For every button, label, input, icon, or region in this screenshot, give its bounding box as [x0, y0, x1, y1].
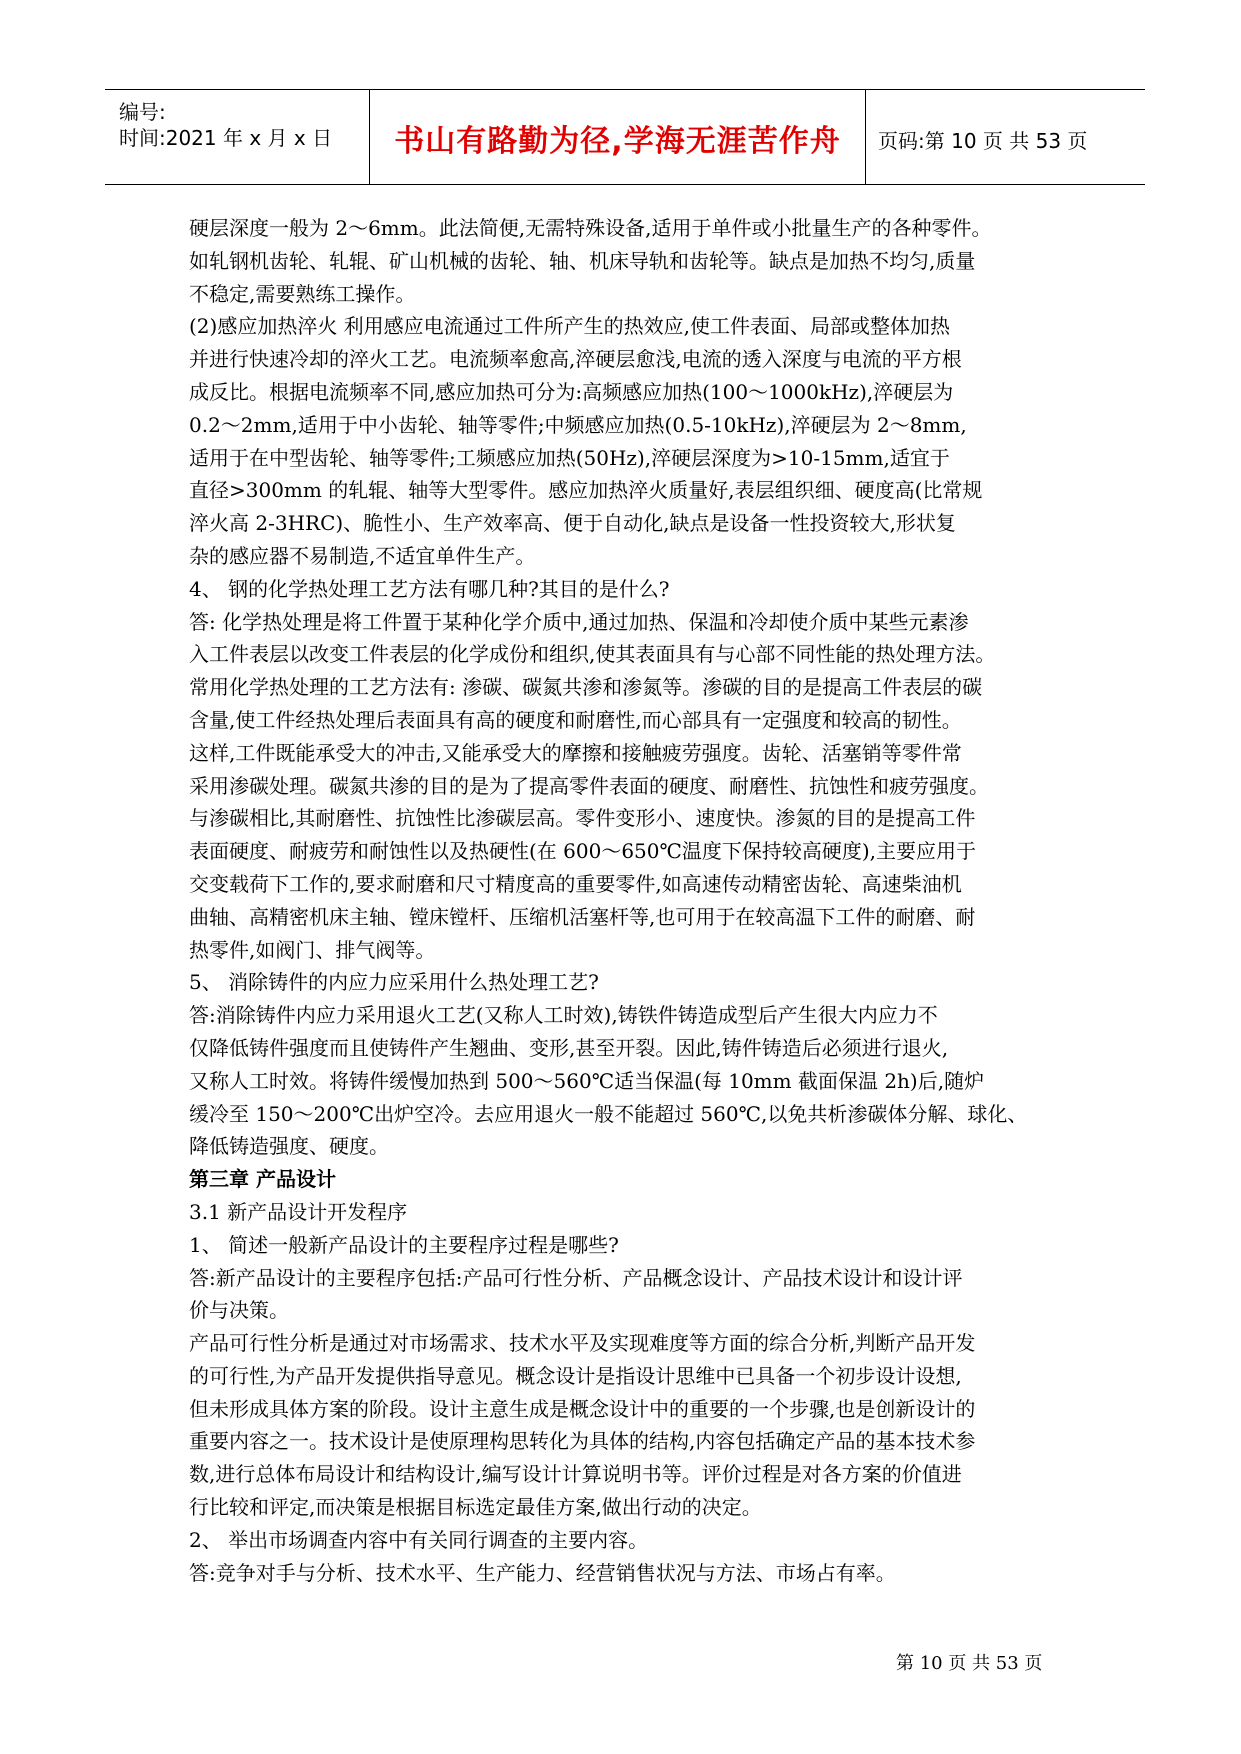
document-body [189, 212, 1089, 1589]
body-line: 答:消除铸件内应力采用退火工艺(又称人工时效),铸铁件铸造成型后产生很大内应力不 [189, 1003, 938, 1028]
body-line: 并进行快速冷却的淬火工艺。电流频率愈高,淬硬层愈浅,电流的透入深度与电流的平方根 [189, 347, 962, 372]
body-line: 这样,工件既能承受大的冲击,又能承受大的摩擦和接触疲劳强度。齿轮、活塞销等零件常 [189, 740, 962, 765]
header-motto-cell [369, 90, 866, 184]
body-line: 热零件,如阀门、排气阀等。 [189, 937, 436, 962]
body-line: 与渗碳相比,其耐磨性、抗蚀性比渗碳层高。零件变形小、速度快。渗氮的目的是提高工件 [189, 806, 976, 831]
body-line: 重要内容之一。技术设计是使原理构思转化为具体的结构,内容包括确定产品的基本技术参 [189, 1429, 976, 1454]
body-line: 硬层深度一般为 2～6mm。此法简便,无需特殊设备,适用于单件或小批量生产的各种零件。 [189, 216, 992, 240]
body-line: 仅降低铸件强度而且使铸件产生翘曲、变形,甚至开裂。因此,铸件铸造后必须进行退火, [189, 1035, 949, 1060]
body-line: 直径>300mm 的轧辊、轴等大型零件。感应加热淬火质量好,表层组织细、硬度高(比常规 [189, 478, 983, 503]
body-line: 淬火高 2-3HRC)、脆性小、生产效率高、便于自动化,缺点是设备一性投资较大,形状复 [189, 511, 956, 536]
body-line: 成反比。根据电流频率不同,感应加热可分为:高频感应加热(100～1000kHz),淬硬层为 [189, 379, 954, 404]
body-line: 行比较和评定,而决策是根据目标选定最佳方案,做出行动的决定。 [189, 1495, 762, 1520]
body-line: 价与决策。 [189, 1298, 289, 1323]
body-line: 答: 化学热处理是将工件置于某种化学介质中,通过加热、保温和冷却使介质中某些元素渗 [189, 609, 969, 634]
body-line: 表面硬度、耐疲劳和耐蚀性以及热硬性(在 600～650℃温度下保持较高硬度),主要应用于 [189, 839, 977, 864]
body-line: 数,进行总体布局设计和结构设计,编写设计计算说明书等。评价过程是对各方案的价值进 [189, 1462, 962, 1487]
body-line: 产品可行性分析是通过对市场需求、技术水平及实现难度等方面的综合分析,判断产品开发 [189, 1331, 976, 1356]
body-line: 含量,使工件经热处理后表面具有高的硬度和耐磨性,而心部具有一定强度和较高的韧性。 [189, 707, 962, 732]
section-heading: 3.1 新产品设计开发程序 [189, 1199, 408, 1224]
body-line: 入工件表层以改变工件表层的化学成份和组织,使其表面具有与心部不同性能的热处理方法。 [189, 642, 996, 667]
body-line: 常用化学热处理的工艺方法有: 渗碳、碳氮共渗和渗氮等。渗碳的目的是提高工件表层的碳 [189, 675, 983, 700]
question-line: 5、 消除铸件的内应力应采用什么热处理工艺? [189, 970, 599, 995]
header-info-cell [105, 90, 369, 184]
question-line: 2、 举出市场调查内容中有关同行调查的主要内容。 [189, 1527, 649, 1552]
body-line: 曲轴、高精密机床主轴、镗床镗杆、压缩机活塞杆等,也可用于在较高温下工件的耐磨、耐 [189, 904, 976, 929]
chapter-heading: 第三章 产品设计 [189, 1167, 336, 1192]
question-line: 4、 钢的化学热处理工艺方法有哪几种?其目的是什么? [189, 576, 670, 601]
body-line: 又称人工时效。将铸件缓慢加热到 500～560℃适当保温(每 10mm 截面保温 2h)后,随炉 [189, 1068, 985, 1093]
header-page-code: 页码:第 10 页 共 53 页 [878, 129, 1088, 153]
question-line: 1、 简述一般新产品设计的主要程序过程是哪些? [189, 1232, 619, 1257]
document-time-label: 时间:2021 年 x 月 x 日 [119, 126, 333, 150]
body-line: 的可行性,为产品开发提供指导意见。概念设计是指设计思维中已具备一个初步设计设想, [189, 1363, 962, 1388]
body-line: 适用于在中型齿轮、轴等零件;工频感应加热(50Hz),淬硬层深度为>10-15mm,适宜于 [189, 445, 950, 470]
body-line: 缓冷至 150～200℃出炉空冷。去应用退火一般不能超过 560℃,以免共析渗碳体分解、球化、 [189, 1101, 1028, 1126]
body-line: 答:新产品设计的主要程序包括:产品可行性分析、产品概念设计、产品技术设计和设计评 [189, 1265, 963, 1290]
document-number-label: 编号: [119, 100, 166, 124]
body-line: 但未形成具体方案的阶段。设计主意生成是概念设计中的重要的一个步骤,也是创新设计的 [189, 1396, 976, 1421]
body-line: 采用渗碳处理。碳氮共渗的目的是为了提高零件表面的硬度、耐磨性、抗蚀性和疲劳强度。 [189, 773, 989, 798]
body-line: 杂的感应器不易制造,不适宜单件生产。 [189, 543, 536, 568]
header-page-cell [866, 90, 1145, 184]
body-line: (2)感应加热淬火 利用感应电流通过工件所产生的热效应,使工件表面、局部或整体加热 [189, 314, 951, 339]
body-line: 0.2～2mm,适用于中小齿轮、轴等零件;中频感应加热(0.5-10kHz),淬硬层为 2～8mm, [189, 412, 967, 437]
page-header [105, 89, 1145, 185]
body-line: 降低铸造强度、硬度。 [189, 1134, 389, 1159]
header-motto: 书山有路勤为径,学海无涯苦作舟 [394, 124, 841, 159]
page-footer: 第 10 页 共 53 页 [896, 1653, 1043, 1674]
body-line: 如轧钢机齿轮、轧辊、矿山机械的齿轮、轴、机床导轨和齿轮等。缺点是加热不均匀,质量 [189, 248, 976, 273]
body-line: 答:竞争对手与分析、技术水平、生产能力、经营销售状况与方法、市场占有率。 [189, 1560, 896, 1585]
body-line: 交变载荷下工作的,要求耐磨和尺寸精度高的重要零件,如高速传动精密齿轮、高速柴油机 [189, 871, 962, 896]
body-line: 不稳定,需要熟练工操作。 [189, 281, 416, 306]
